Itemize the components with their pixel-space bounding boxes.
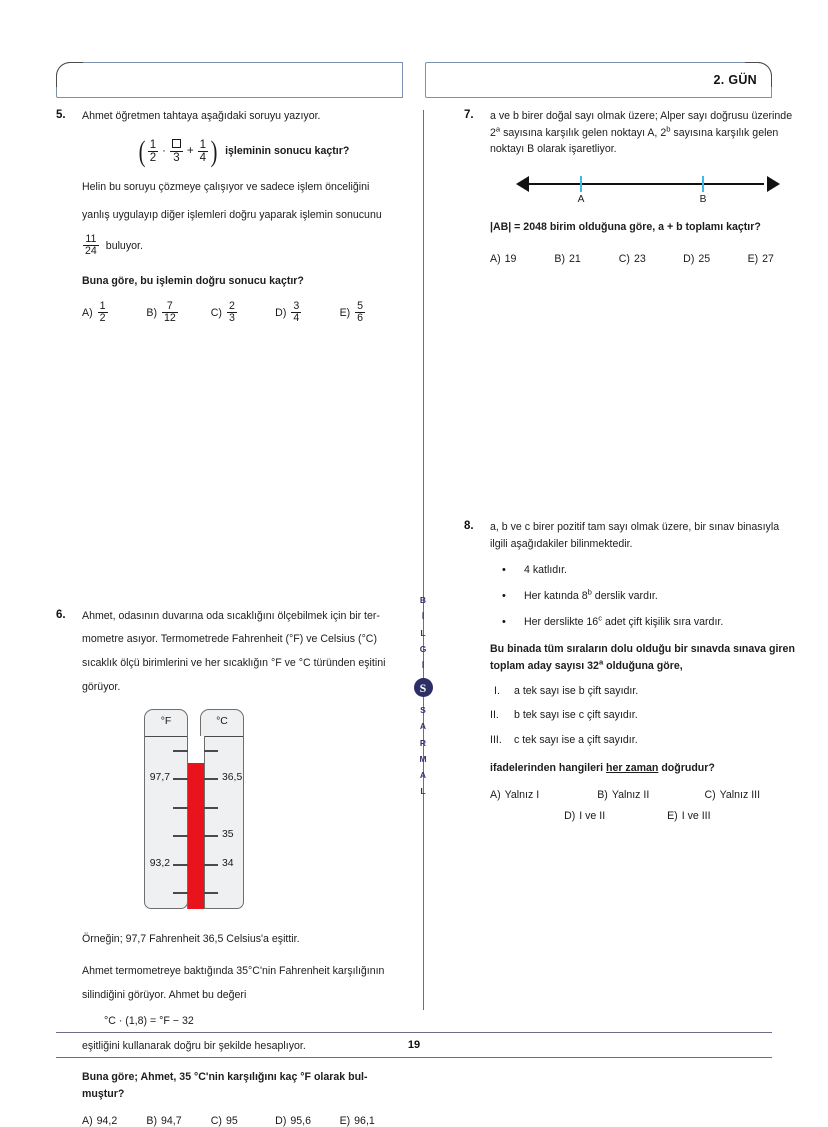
label-point-a: A bbox=[577, 194, 585, 206]
thermometer-mercury bbox=[188, 763, 204, 909]
question-6-body-2: mometre asıyor. Termometrede Fahrenheit (°F) ve Celsius (°C) bbox=[82, 633, 377, 646]
option-6-e[interactable]: E) 96,1 bbox=[339, 1114, 375, 1127]
option-7-a[interactable]: A) 19 bbox=[490, 252, 517, 265]
left-column bbox=[56, 108, 404, 1127]
brand-letter-r: R bbox=[419, 737, 427, 748]
question-8-prompt-line-2: toplam aday sayısı 32$^a$ olduğuna göre, bbox=[490, 657, 683, 672]
arrow-left-icon bbox=[516, 176, 529, 192]
option-5-d[interactable]: D) $\frac{3}{4}$ bbox=[275, 300, 300, 325]
question-8-options-row-1 bbox=[490, 789, 812, 801]
tick-f-4 bbox=[173, 835, 188, 837]
question-8-prompt-final: ifadelerinden hangileri her zaman doğrudur? bbox=[490, 762, 715, 775]
question-8-body-2: ilgili aşağıdakiler bilinmektedir. bbox=[490, 537, 633, 550]
brand-watermark bbox=[406, 596, 440, 796]
tick-c-4 bbox=[204, 835, 218, 837]
header-day-label: 2. GÜN bbox=[713, 73, 757, 87]
number-line-axis bbox=[526, 183, 764, 185]
option-8-d[interactable]: D) I ve II bbox=[564, 809, 606, 822]
question-5-expression bbox=[82, 134, 404, 168]
tick-c-1 bbox=[204, 750, 218, 752]
question-7-prompt: |AB| = 2048 birim olduğuna göre, a + b toplamı kaçtır? bbox=[490, 221, 761, 234]
thermo-label-f-932: 93,2 bbox=[149, 858, 170, 870]
question-6-equation: °C · (1,8) = °F − 32 bbox=[104, 1014, 194, 1027]
page-header bbox=[56, 62, 772, 98]
option-5-c[interactable]: C) $\frac{2}{3}$ bbox=[210, 300, 235, 325]
question-6-body-7: eşitliğini kullanarak doğru bir şekilde hesaplıyor. bbox=[82, 1039, 306, 1052]
column-divider bbox=[423, 110, 424, 1010]
fraction-box-over-three: 3 bbox=[170, 139, 183, 164]
option-6-d[interactable]: D) 95,6 bbox=[275, 1114, 311, 1127]
option-7-b[interactable]: B) 21 bbox=[554, 252, 581, 265]
question-5-options bbox=[82, 301, 404, 324]
question-6-body-1: Ahmet, odasının duvarına oda sıcaklığını ölçebilmek için bir ter- bbox=[82, 609, 380, 622]
brand-letter-l: L bbox=[420, 627, 426, 638]
thermometer-tube-celsius bbox=[200, 709, 244, 909]
question-8-number: 8. bbox=[464, 519, 474, 532]
question-5-intro: Ahmet öğretmen tahtaya aşağıdaki soruyu yazıyor. bbox=[82, 110, 321, 122]
question-5-body-2: yanlış uygulayıp diğer işlemleri doğru yaparak işlemin sonucunu bbox=[82, 208, 382, 221]
option-5-a[interactable]: A) $\frac{1}{2}$ bbox=[82, 300, 106, 325]
tick-f-5 bbox=[173, 864, 188, 866]
plus-sign: + bbox=[186, 145, 194, 158]
emphasis-her-zaman: her zaman bbox=[605, 762, 659, 775]
question-8-body-1: a, b ve c birer pozitif tam sayı olmak üzere, bir sınav binasıyla bbox=[490, 520, 780, 533]
label-point-b: B bbox=[699, 194, 707, 206]
header-box-left bbox=[56, 62, 403, 98]
question-7 bbox=[464, 108, 812, 265]
multiply-dot: · bbox=[162, 145, 166, 158]
option-8-e[interactable]: E) I ve III bbox=[667, 809, 711, 822]
option-8-a[interactable]: A) Yalnız I bbox=[490, 788, 540, 801]
question-7-options bbox=[490, 253, 812, 265]
close-paren: ) bbox=[210, 134, 218, 168]
option-5-b[interactable]: B) $\frac{7}{12}$ bbox=[146, 300, 176, 325]
brand-letter-s: S bbox=[420, 705, 426, 716]
question-8-bullet-list bbox=[490, 563, 812, 631]
open-paren: ( bbox=[138, 134, 146, 168]
tick-f-2 bbox=[173, 778, 188, 780]
option-6-b[interactable]: B) 94,7 bbox=[146, 1114, 182, 1127]
bullet-item-floors: • 4 katlıdır. bbox=[490, 563, 812, 579]
thermo-label-c-35: 35 bbox=[222, 829, 234, 841]
question-5-body-1: Helin bu soruyu çözmeye çalışıyor ve sadece işlem önceliğini bbox=[82, 180, 370, 193]
question-8-prompt-line-1: Bu binada tüm sıraların dolu olduğu bir sınavda sınava giren bbox=[490, 643, 795, 656]
number-line-figure bbox=[516, 171, 780, 215]
brand-letter-a2: A bbox=[419, 770, 427, 781]
roman-item-iii: III. c tek sayı ise a çift sayıdır. bbox=[490, 734, 638, 747]
tick-c-5 bbox=[204, 864, 218, 866]
brand-letter-a1: A bbox=[419, 721, 427, 732]
question-6-number: 6. bbox=[56, 608, 66, 621]
thermo-label-c-34: 34 bbox=[222, 858, 234, 870]
question-5-result bbox=[82, 234, 404, 257]
tick-f-1 bbox=[173, 750, 188, 752]
question-5-number: 5. bbox=[56, 109, 66, 121]
brand-letter-g: G bbox=[419, 643, 427, 654]
unit-label-fahrenheit: °F bbox=[160, 715, 172, 728]
brand-letter-i2: İ bbox=[421, 660, 425, 671]
brand-logo-icon: S bbox=[414, 678, 433, 697]
question-8-roman-list bbox=[490, 684, 812, 750]
brand-letter-l2: L bbox=[420, 786, 426, 797]
question-8-options-row-2 bbox=[490, 810, 812, 822]
question-8 bbox=[464, 519, 812, 822]
tick-point-b bbox=[702, 176, 704, 192]
option-6-c[interactable]: C) 95 bbox=[210, 1114, 238, 1127]
tick-point-a bbox=[580, 176, 582, 192]
question-6-body-6: silindiğini görüyor. Ahmet bu değeri bbox=[82, 988, 247, 1001]
header-box-right bbox=[425, 62, 772, 98]
question-5-result-tail: buluyor. bbox=[105, 239, 143, 252]
fraction-one-half: $\frac{1}{2}$ bbox=[149, 138, 157, 164]
question-6-body-3: sıcaklık ölçü birimlerini ve her sıcaklığın °F ve °C türünden eşitini bbox=[82, 656, 386, 669]
fraction-eleven-24: $\frac{11}{24}$ bbox=[85, 233, 97, 258]
tick-f-3 bbox=[173, 807, 188, 809]
option-7-e[interactable]: E) 27 bbox=[747, 252, 774, 265]
empty-box-icon bbox=[172, 139, 181, 148]
option-8-b[interactable]: B) Yalnız II bbox=[597, 788, 650, 801]
question-6-prompt-line-1: Buna göre; Ahmet, 35 °C'nin karşılığını kaç °F olarak bul- bbox=[82, 1071, 368, 1084]
question-6-note: Örneğin; 97,7 Fahrenheit 36,5 Celsius'a eşittir. bbox=[82, 933, 300, 946]
page-number: 19 bbox=[407, 1039, 421, 1051]
tick-c-3 bbox=[204, 807, 218, 809]
brand-letter-m: M bbox=[419, 753, 427, 764]
roman-item-ii: II. b tek sayı ise c çift sayıdır. bbox=[490, 709, 638, 722]
question-7-body-3: noktayı B olarak işaretliyor. bbox=[490, 143, 617, 156]
option-5-e[interactable]: E) $\frac{5}{6}$ bbox=[339, 300, 364, 325]
thermo-label-f-977: 97,7 bbox=[149, 772, 170, 784]
fraction-one-fourth: $\frac{1}{4}$ bbox=[199, 138, 207, 164]
question-6-prompt-line-2: muştur? bbox=[82, 1088, 125, 1101]
thermometer-figure bbox=[144, 709, 248, 909]
roman-item-i: I. a tek sayı ise b çift sayıdır. bbox=[494, 684, 639, 697]
option-7-d[interactable]: D) 25 bbox=[683, 252, 711, 265]
thermo-label-c-365: 36,5 bbox=[222, 772, 243, 784]
option-7-c[interactable]: C) 23 bbox=[618, 252, 646, 265]
unit-label-celsius: °C bbox=[216, 715, 228, 728]
question-5-expression-tail: işleminin sonucu kaçtır? bbox=[225, 145, 350, 158]
question-6-body-4: görüyor. bbox=[82, 680, 121, 693]
page-footer bbox=[56, 1032, 772, 1058]
brand-letter-i1: İ bbox=[421, 611, 425, 622]
question-7-number: 7. bbox=[464, 109, 474, 121]
tick-c-6 bbox=[204, 892, 218, 894]
thermometer-empty-column bbox=[188, 736, 204, 763]
question-6-body-5: Ahmet termometreye baktığında 35°C'nin Fahrenheit karşılığının bbox=[82, 965, 385, 978]
option-8-c[interactable]: C) Yalnız III bbox=[704, 788, 761, 801]
tick-f-6 bbox=[173, 892, 188, 894]
right-column bbox=[464, 108, 812, 822]
question-6-options bbox=[82, 1115, 404, 1127]
question-5-prompt: Buna göre, bu işlemin doğru sonucu kaçtır? bbox=[82, 274, 304, 287]
arrow-right-icon bbox=[767, 176, 780, 192]
thermometer-tube-fahrenheit bbox=[144, 709, 188, 909]
tick-c-2 bbox=[204, 778, 218, 780]
option-6-a[interactable]: A) 94,2 bbox=[82, 1114, 118, 1127]
brand-letter-b: B bbox=[419, 595, 427, 605]
question-7-body-1: a ve b birer doğal sayı olmak üzere; Alper sayı doğrusu üzerinde bbox=[490, 110, 793, 122]
question-5 bbox=[56, 108, 404, 325]
bullet-item-classrooms: • Her katında 8$^b$ derslik vardır. bbox=[490, 589, 812, 605]
bullet-item-desks: • Her derslikte 16$^c$ adet çift kişilik sıra vardır. bbox=[490, 615, 812, 631]
question-7-body-2: 2$^a$ sayısına karşılık gelen noktayı A, 2$^b$ sayısına karşılık gelen bbox=[490, 124, 779, 139]
